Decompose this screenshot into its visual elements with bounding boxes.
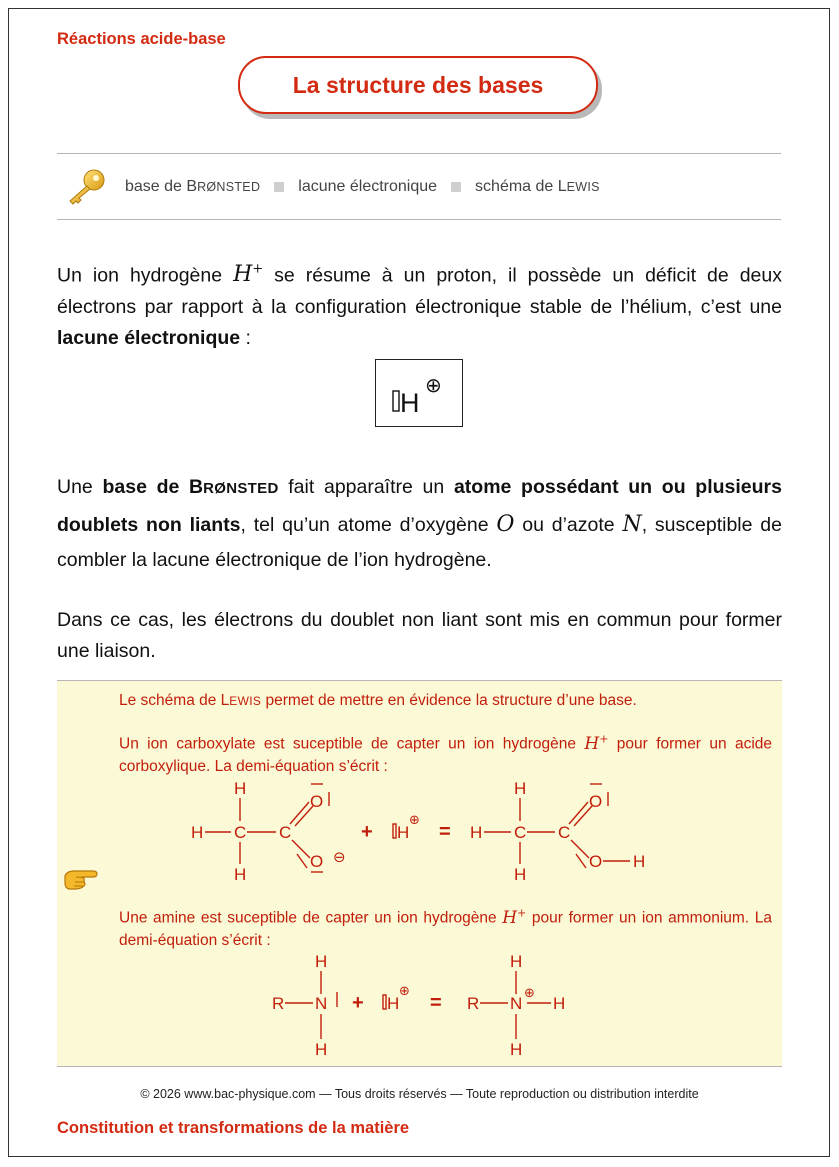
math-h-plus: H+ <box>502 906 527 928</box>
svg-text:H: H <box>191 823 204 842</box>
page-title-text: La structure des bases <box>292 71 544 98</box>
section-title: Réactions acide-base <box>57 30 226 48</box>
svg-text:H: H <box>553 994 566 1013</box>
svg-text:N: N <box>510 994 523 1013</box>
svg-text:H: H <box>470 823 483 842</box>
svg-text:=: = <box>430 992 442 1014</box>
svg-text:H: H <box>234 779 247 798</box>
paragraph-hydrogen-ion: Un ion hydrogène H+ se résume à un proton, il possède un déficit de deux électrons par rapport à la configuration électronique stable de l’hélium, c’est une lacune électronique : <box>57 262 782 350</box>
copyright-footer: © 2026 www.bac-physique.com — Tous droits réservés — Toute reproduction ou distribution interdite <box>140 1087 699 1101</box>
math-h-plus: H+ <box>584 732 609 754</box>
paragraph-bronsted-base: Une base de BRØNSTED fait apparaître un atome possédant un ou plusieurs doublets non liants, tel qu’un atome d’oxygène O ou d’azote N, susceptible de combler la lacune électronique de l’ion hydrogène. <box>57 476 782 571</box>
math-nitrogen: N <box>622 511 642 537</box>
svg-text:O: O <box>310 792 324 811</box>
svg-text:+: + <box>361 821 373 843</box>
paragraph-shared-electrons: Dans ce cas, les électrons du doublet non liant sont mis en commun pour former une liaison. <box>57 609 782 662</box>
svg-text:H: H <box>514 779 527 798</box>
svg-text:C: C <box>558 823 571 842</box>
svg-text:H: H <box>633 852 646 871</box>
svg-text:N: N <box>315 994 328 1013</box>
svg-text:H: H <box>315 952 328 971</box>
callout-lewis-intro: Le schéma de LEWIS permet de mettre en évidence la structure d’une base. <box>119 692 637 709</box>
math-oxygen: O <box>496 511 515 537</box>
positive-charge: ⊕ <box>425 373 442 397</box>
keywords-bar <box>57 162 781 212</box>
hydrogen-symbol: H <box>400 388 420 418</box>
keyword-bronsted: base de BRØNSTED <box>125 178 261 195</box>
svg-text:H: H <box>510 1040 523 1059</box>
page-title <box>238 56 598 114</box>
keyword-lacune: lacune électronique <box>298 178 438 195</box>
svg-text:R: R <box>467 994 480 1013</box>
svg-text:H: H <box>397 823 410 842</box>
keyword-separator <box>274 182 284 192</box>
divider-top <box>57 153 781 154</box>
example-callout <box>57 680 782 1067</box>
svg-text:O: O <box>589 852 603 871</box>
keyword-separator <box>451 182 461 192</box>
svg-text:C: C <box>279 823 292 842</box>
hydrogen-lewis-box <box>375 359 463 427</box>
svg-text:H: H <box>510 952 523 971</box>
keyword-lewis: schéma de LEWIS <box>475 178 600 195</box>
amine-equation <box>57 949 782 1061</box>
svg-text:⊕: ⊕ <box>409 813 420 828</box>
hydrogen-lewis-diagram <box>376 360 464 428</box>
svg-text:H: H <box>387 994 400 1013</box>
svg-text:O: O <box>589 792 603 811</box>
callout-carboxylate-text: Un ion carboxylate est suceptible de capter un ion hydrogène H+ pour former un acide corboxylique. La demi-équation s’écrit : <box>119 732 772 775</box>
carboxylate-equation <box>57 776 782 886</box>
svg-text:=: = <box>439 821 451 843</box>
svg-text:H: H <box>234 865 247 884</box>
svg-text:+: + <box>352 992 364 1014</box>
electron-gap-mark <box>393 391 399 411</box>
svg-text:⊕: ⊕ <box>399 984 410 999</box>
svg-text:C: C <box>234 823 247 842</box>
svg-text:O: O <box>310 852 324 871</box>
svg-text:H: H <box>514 865 527 884</box>
chapter-title: Constitution et transformations de la matière <box>57 1119 410 1137</box>
svg-text:H: H <box>315 1040 328 1059</box>
svg-text:⊕: ⊕ <box>524 986 535 1001</box>
key-icon <box>63 167 111 207</box>
callout-amine-text: Une amine est suceptible de capter un ion hydrogène H+ pour former un ion ammonium. La demi-équation s’écrit : <box>119 906 772 949</box>
math-h-plus: H+ <box>233 262 264 288</box>
svg-text:R: R <box>272 994 285 1013</box>
divider-keywords <box>57 219 781 220</box>
svg-text:C: C <box>514 823 527 842</box>
svg-text:⊖: ⊖ <box>333 848 346 866</box>
